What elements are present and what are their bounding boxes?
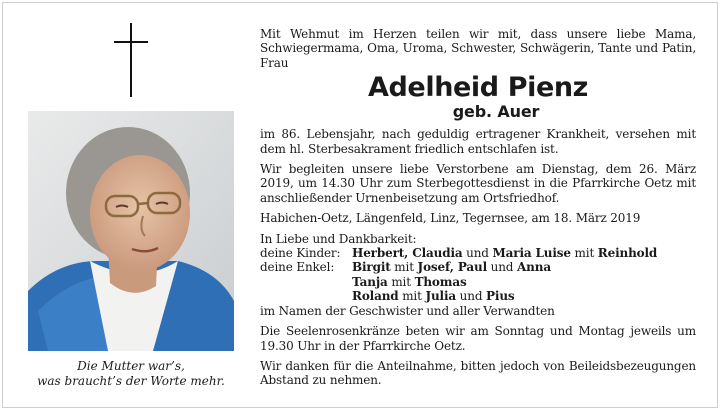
cross-icon — [114, 23, 148, 97]
left-column — [3, 3, 253, 409]
place-date: Habichen-Oetz, Längenfeld, Linz, Tegernsee, am 18. März 2019 — [260, 211, 641, 226]
photo-caption — [3, 359, 259, 389]
family-list — [260, 246, 696, 304]
maiden-name: geb. Auer — [452, 102, 540, 122]
thanks-paragraph: Wir danken für die Anteilnahme, bitten jedoch von Beileidsbezeugungen Abstand zu nehmen. — [260, 358, 696, 388]
caption-line-1: Die Mutter war’s, — [77, 359, 185, 373]
children-label: deine Kinder: — [260, 246, 341, 261]
gratitude-heading: In Liebe und Dankbarkeit: — [260, 231, 417, 246]
funeral-paragraph: Wir begleiten unsere liebe Verstorbene am Dienstag, dem 26. März 2019, um 14.30 Uhr zum Sterbegottesdienst in die Pfarrkirche Oetz mit anschließender Urnenbeisetzung am Ortsfriedhof. — [260, 162, 696, 205]
intro-paragraph: Mit Wehmut im Herzen teilen wir mit, dass unsere liebe Mama, Schwiegermama, Oma, Uroma, Schwester, Schwägerin, Tante und Patin, Frau — [260, 27, 696, 70]
death-paragraph: im 86. Lebensjahr, nach geduldig ertragener Krankheit, versehen mit dem hl. Sterbesakrament friedlich entschlafen ist. — [260, 127, 696, 156]
obituary-card — [2, 2, 718, 408]
grandchildren-line-2: Tanja mit Thomas — [352, 274, 467, 289]
rosary-paragraph: Die Seelenrosenkränze beten wir am Sonntag und Montag jeweils um 19.30 Uhr in der Pfarrkirche Oetz. — [260, 324, 696, 353]
caption-line-2: was braucht’s der Worte mehr. — [37, 374, 225, 388]
portrait-photo — [28, 111, 234, 351]
notice-text — [260, 27, 696, 388]
grandchildren-line-3: Roland mit Julia und Pius — [352, 289, 515, 304]
grandchildren-label: deine Enkel: — [260, 260, 335, 275]
deceased-name: Adelheid Pienz — [368, 72, 588, 104]
children-names: Herbert, Claudia und Maria Luise mit Reinhold — [352, 246, 658, 261]
grandchildren-line-1: Birgit mit Josef, Paul und Anna — [352, 260, 551, 275]
siblings-line: im Namen der Geschwister und aller Verwandten — [260, 303, 555, 318]
